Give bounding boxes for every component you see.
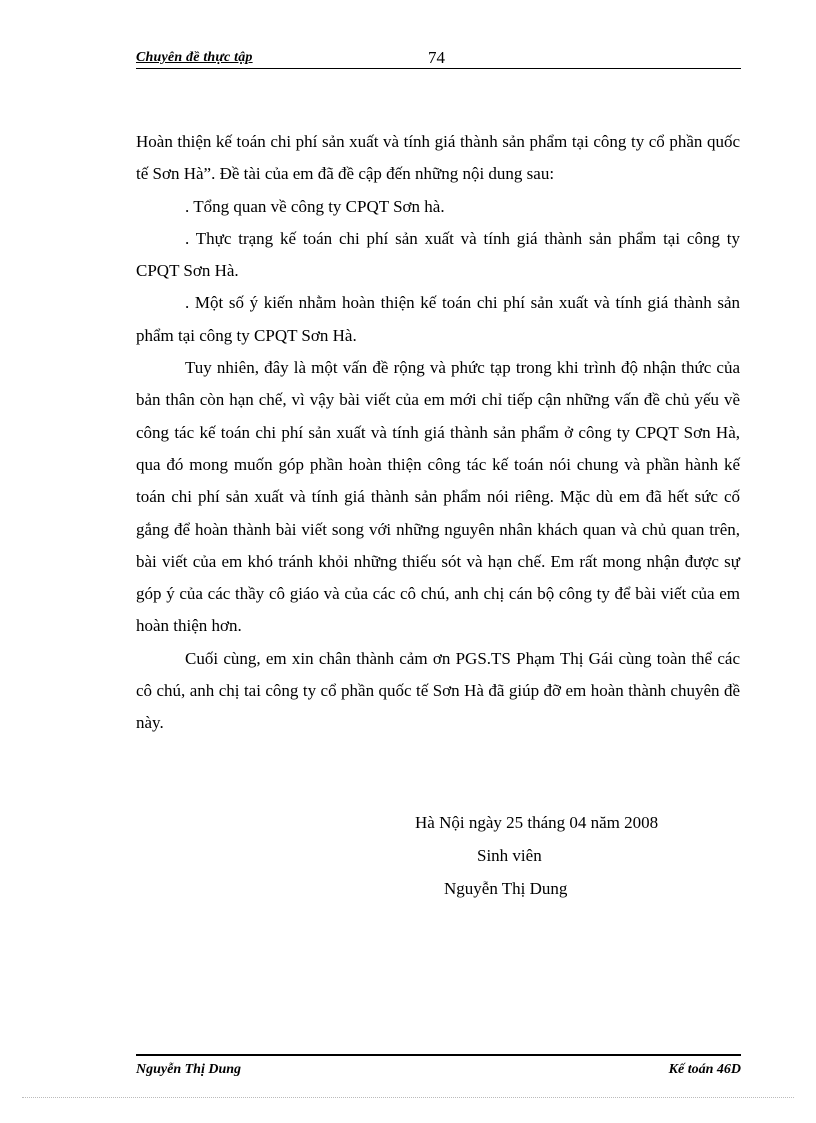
body-text [136,126,740,740]
paragraph: Cuối cùng, em xin chân thành cảm ơn PGS.TS Phạm Thị Gái cùng toàn thể các cô chú, anh chị tai công ty cổ phần quốc tế Sơn Hà đã giúp đỡ em hoàn thành chuyên đề này. [136,648,740,733]
signature-name: Nguyễn Thị Dung [444,879,568,898]
page-header [136,48,741,69]
page-edge-divider [22,1097,794,1098]
signature-role: Sinh viên [477,846,542,865]
header-title: Chuyên đề thực tập [136,50,253,65]
page-number: 74 [428,48,445,67]
bullet-paragraph: . Tổng quan về công ty CPQT Sơn hà. [185,196,445,216]
page-footer [136,1054,741,1082]
paragraph: Tuy nhiên, đây là một vấn đề rộng và phức tạp trong khi trình độ nhận thức của bản thân còn hạn chế, vì vậy bài viết của em mới chỉ tiếp cận những vấn đề chủ yếu về công tác kế toán chi phí sản xuất và tính giá thành sản phẩm ở công ty CPQT Sơn Hà, qua đó mong muốn góp phần hoàn thiện công tác kế toán nói chung và phần hành kế toán chi phí sản xuất và tính giá thành sản phẩm nói riêng. Mặc dù em đã hết sức cố gắng để hoàn thành bài viết song với những nguyên nhân khách quan và chủ quan trên, bài viết của em khó tránh khỏi những thiếu sót và hạn chế. Em rất mong nhận được sự góp ý của các thầy cô giáo và của các cô chú, anh chị cán bộ công ty để bài viết của em hoàn thiện hơn. [136,358,740,636]
footer-class: Kế toán 46D [668,1062,741,1077]
footer-author: Nguyễn Thị Dung [136,1062,242,1077]
signature-date: Hà Nội ngày 25 tháng 04 năm 2008 [415,813,659,832]
bullet-paragraph: . Thực trạng kế toán chi phí sản xuất và tính giá thành sản phẩm tại công ty CPQT Sơn Hà. [136,228,740,281]
bullet-paragraph: . Một số ý kiến nhằm hoàn thiện kế toán chi phí sản xuất và tính giá thành sản phẩm tại công ty CPQT Sơn Hà. [136,293,740,345]
paragraph: Hoàn thiện kế toán chi phí sản xuất và tính giá thành sản phẩm tại công ty cổ phần quốc tế Sơn Hà”. Đề tài của em đã đề cập đến những nội dung sau: [136,132,740,184]
